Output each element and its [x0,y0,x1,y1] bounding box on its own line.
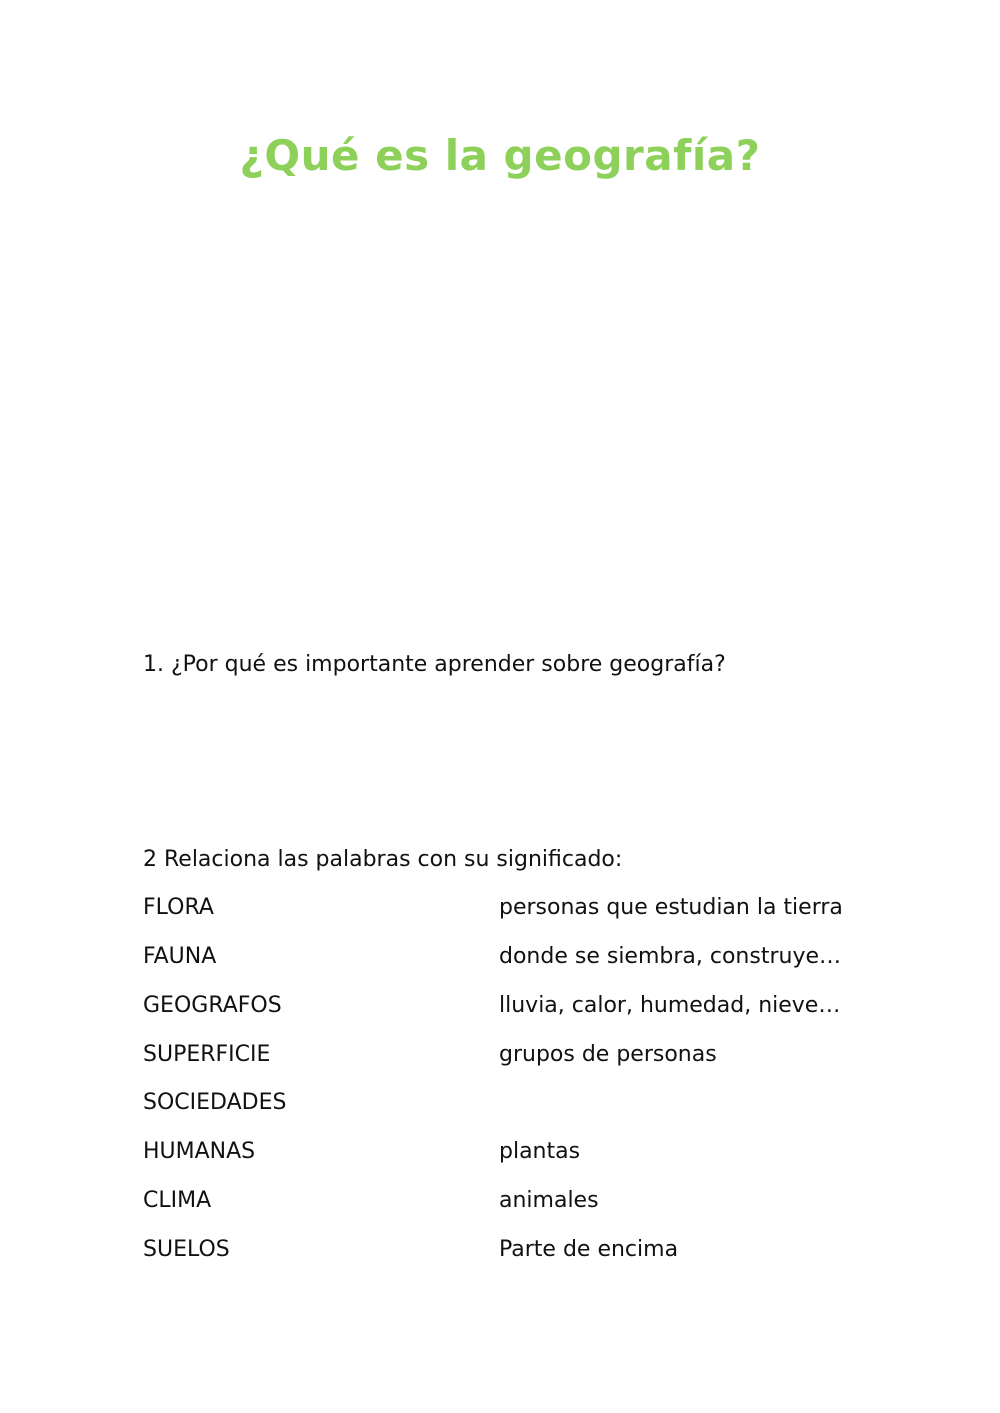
meaning-2: donde se siembra, construye… [499,944,841,969]
word-humanas: HUMANAS [143,1139,256,1164]
word-geografos: GEOGRAFOS [143,993,282,1018]
word-suelos: SUELOS [143,1237,230,1262]
question-1: 1. ¿Por qué es importante aprender sobre geografía? [143,652,726,677]
word-flora: FLORA [143,895,214,920]
word-superficie: SUPERFICIE [143,1042,271,1067]
question-2: 2 Relaciona las palabras con su significado: [143,847,623,872]
meaning-1: personas que estudian la tierra [499,895,843,920]
page-title: ¿Qué es la geografía? [239,131,761,180]
word-sociedades: SOCIEDADES [143,1090,287,1115]
word-clima: CLIMA [143,1188,212,1213]
meaning-6: plantas [499,1139,581,1164]
meaning-8: Parte de encima [499,1237,679,1262]
meaning-3: lluvia, calor, humedad, nieve… [499,993,841,1018]
meaning-7: animales [499,1188,599,1213]
word-fauna: FAUNA [143,944,217,969]
meaning-4: grupos de personas [499,1042,717,1067]
